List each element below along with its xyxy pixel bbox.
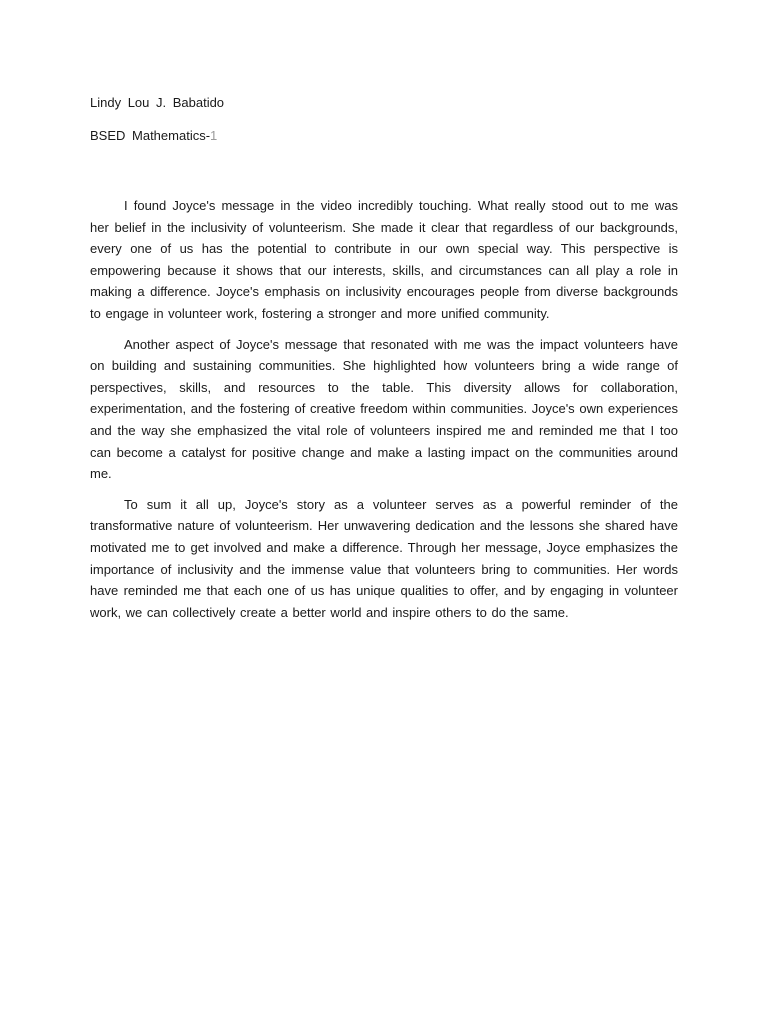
course-name: BSED Mathematics-	[90, 128, 211, 143]
author-name: Lindy Lou J. Babatido	[90, 95, 225, 110]
course-section: 1	[210, 128, 218, 143]
paragraph-2: Another aspect of Joyce's message that resonated with me was the impact volunteers have on building and sustaining communities. She highlighted how volunteers bring a wide range of perspectives, skills, and resources to the table. This diversity allows for collaboration, experimentation, and the fostering of creative freedom within communities. Joyce's own experiences and the way she emphasized the vital role of volunteers inspired me and reminded me that I too can become a catalyst for positive change and make a lasting impact on the communities around me.	[90, 336, 678, 482]
essay-body	[90, 195, 678, 632]
course-line	[90, 125, 690, 147]
paragraph-1: I found Joyce's message in the video incredibly touching. What really stood out to me was her belief in the inclusivity of volunteerism. She made it clear that regardless of our backgrounds, every one of us has the potential to contribute in our own special way. This perspective is empowering because it shows that our interests, skills, and circumstances can all play a role in making a difference. Joyce's emphasis on inclusivity encourages people from diverse backgrounds to engage in volunteer work, fostering a stronger and more unified community.	[90, 198, 678, 321]
document-header	[90, 92, 690, 158]
paragraph-3: To sum it all up, Joyce's story as a volunteer serves as a powerful reminder of the transformative nature of volunteerism. Her unwavering dedication and the lessons she shared have motivated me to get involved and make a difference. Through her message, Joyce emphasizes the importance of inclusivity and the immense value that volunteers bring to communities. Her words have reminded me that each one of us has unique qualities to offer, and by engaging in volunteer work, we can collectively create a better world and inspire others to do the same.	[90, 496, 678, 620]
